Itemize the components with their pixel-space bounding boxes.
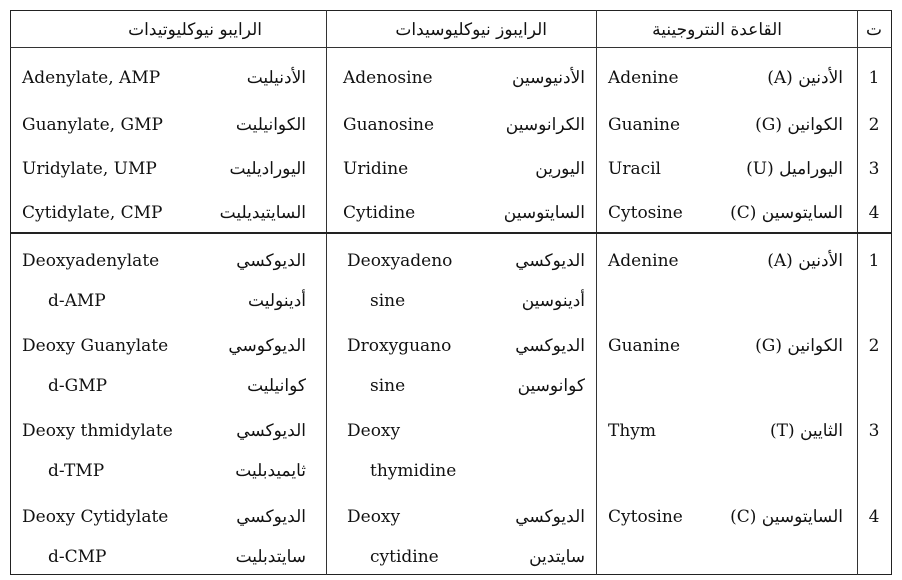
nucleotide-english: d-GMP	[48, 376, 108, 396]
nucleoside-english: Droxyguano	[347, 336, 452, 356]
nucleotide-table	[10, 10, 892, 575]
nucleotide-english: Guanylate, GMP	[22, 115, 163, 135]
nucleoside-arabic: السايتوسين	[503, 203, 585, 223]
nucleotide-arabic: الديوكسي	[236, 507, 306, 527]
nucleotide-english: d-TMP	[48, 461, 105, 481]
nucleotide-arabic: أدينوليت	[248, 291, 306, 311]
base-arabic: الكوانين (G)	[755, 336, 843, 356]
nucleotide-english: Uridylate, UMP	[22, 159, 157, 179]
base-arabic: السايتوسين (C)	[730, 507, 843, 527]
nucleoside-arabic: اليورين	[535, 159, 585, 179]
nucleotide-english: Deoxy thmidylate	[22, 421, 173, 441]
base-arabic: الأدنين (A)	[767, 251, 843, 271]
base-arabic: الكوانين (G)	[755, 115, 843, 135]
row-number: 3	[868, 421, 880, 441]
nucleotide-arabic: الديوكوسي	[228, 336, 306, 356]
column-divider	[326, 10, 327, 575]
nucleoside-english: thymidine	[370, 461, 457, 481]
column-divider	[596, 10, 597, 575]
nucleoside-english: sine	[370, 291, 406, 311]
nucleotide-arabic: الأدنيليت	[246, 68, 306, 88]
nucleoside-arabic: سايتدين	[529, 547, 585, 567]
base-english: Guanine	[608, 115, 681, 135]
nucleotide-english: Deoxy Guanylate	[22, 336, 169, 356]
base-arabic: اليوراميل (U)	[746, 159, 843, 179]
section-divider	[10, 232, 892, 234]
base-english: Uracil	[608, 159, 661, 179]
header-nucleoside: الرايبوز نيوكليوسيدات	[395, 20, 547, 40]
nucleotide-arabic: الكوانيليت	[235, 115, 306, 135]
nucleoside-english: Deoxyadeno	[347, 251, 453, 271]
nucleotide-english: d-CMP	[48, 547, 107, 567]
nucleoside-english: sine	[370, 376, 406, 396]
row-number: 3	[868, 159, 880, 179]
nucleoside-arabic: الديوكسي	[515, 251, 585, 271]
base-english: Cytosine	[608, 507, 683, 527]
nucleotide-english: Deoxy Cytidylate	[22, 507, 169, 527]
nucleotide-english: Cytidylate, CMP	[22, 203, 163, 223]
row-number: 2	[868, 336, 880, 356]
row-number: 1	[868, 251, 880, 271]
row-number: 4	[868, 507, 880, 527]
nucleotide-arabic: كوانيليت	[247, 376, 306, 396]
row-number: 4	[868, 203, 880, 223]
nucleoside-english: Guanosine	[343, 115, 435, 135]
nucleoside-english: Cytidine	[343, 203, 416, 223]
row-number: 1	[868, 68, 880, 88]
nucleoside-arabic: الديوكسي	[515, 336, 585, 356]
base-english: Thym	[608, 421, 657, 441]
nucleoside-english: cytidine	[370, 547, 439, 567]
nucleoside-english: Deoxy	[347, 507, 401, 527]
header-base: القاعدة النتروجينية	[652, 20, 782, 40]
nucleoside-english: Adenosine	[343, 68, 433, 88]
nucleotide-arabic: السايتيديليت	[219, 203, 306, 223]
nucleoside-arabic: الأدنيوسين	[512, 68, 585, 88]
header-nucleotide: الرايبو نيوكليوتيدات	[128, 20, 262, 40]
nucleotide-arabic: سايتدبليت	[235, 547, 306, 567]
header-number: ت	[865, 20, 882, 40]
nucleotide-arabic: ثايميدبليت	[235, 461, 306, 481]
base-arabic: السايتوسين (C)	[730, 203, 843, 223]
nucleoside-arabic: كوانوسين	[517, 376, 585, 396]
header-divider	[10, 47, 892, 48]
nucleoside-arabic: أدينوسين	[521, 291, 585, 311]
nucleoside-arabic: الكرانوسين	[505, 115, 585, 135]
nucleotide-english: d-AMP	[48, 291, 106, 311]
table-frame	[10, 10, 892, 575]
nucleotide-english: Deoxyadenylate	[22, 251, 160, 271]
nucleotide-arabic: الديوكسي	[236, 421, 306, 441]
base-arabic: الثايين (T)	[769, 421, 843, 441]
base-english: Adenine	[608, 68, 679, 88]
row-number: 2	[868, 115, 880, 135]
nucleoside-arabic: الديوكسي	[515, 507, 585, 527]
base-arabic: الأدنين (A)	[767, 68, 843, 88]
nucleotide-arabic: اليوراديليت	[229, 159, 306, 179]
base-english: Adenine	[608, 251, 679, 271]
base-english: Guanine	[608, 336, 681, 356]
nucleoside-english: Uridine	[343, 159, 409, 179]
base-english: Cytosine	[608, 203, 683, 223]
nucleoside-english: Deoxy	[347, 421, 401, 441]
column-divider	[857, 10, 858, 575]
nucleotide-english: Adenylate, AMP	[22, 68, 161, 88]
nucleotide-arabic: الديوكسي	[236, 251, 306, 271]
